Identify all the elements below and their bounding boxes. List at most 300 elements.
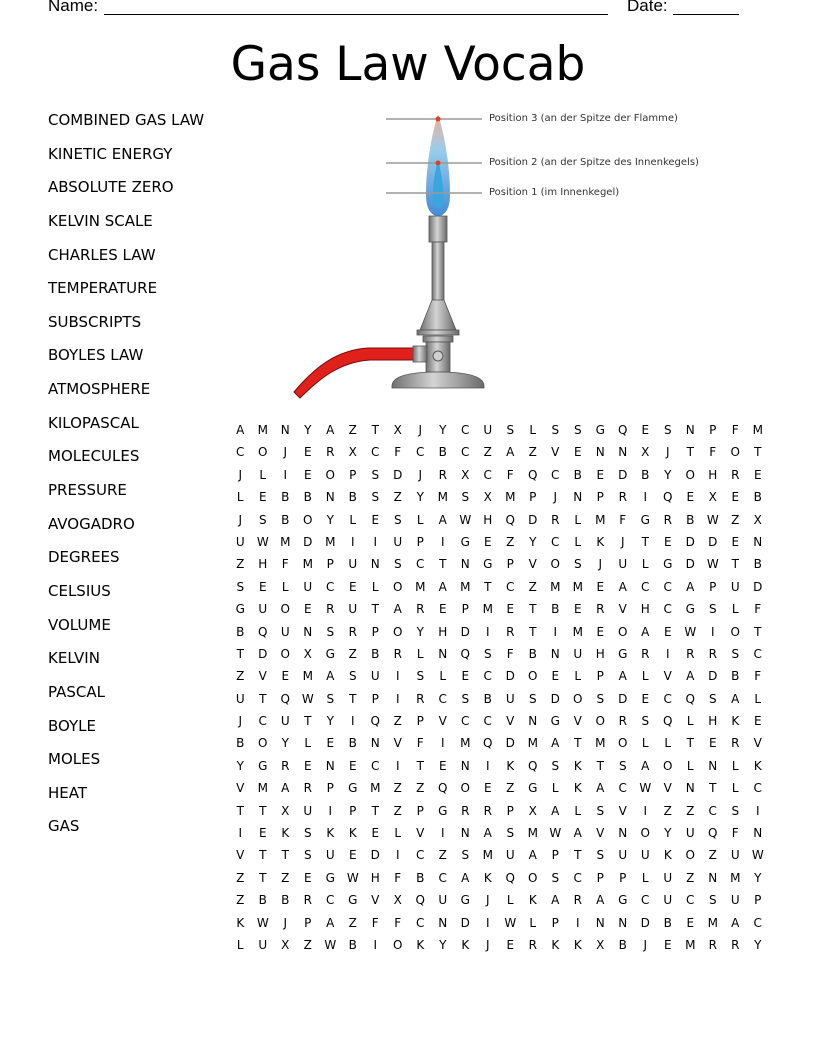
grid-letter[interactable]: G bbox=[595, 423, 605, 437]
grid-letter[interactable]: L bbox=[664, 736, 672, 751]
grid-letter[interactable]: C bbox=[663, 579, 672, 594]
grid-letter[interactable]: I bbox=[395, 848, 400, 863]
grid-letter[interactable]: P bbox=[461, 602, 469, 617]
grid-letter[interactable]: K bbox=[281, 826, 290, 841]
grid-letter[interactable]: P bbox=[596, 490, 604, 505]
grid-letter[interactable]: R bbox=[461, 803, 470, 818]
grid-letter[interactable]: C bbox=[641, 579, 650, 594]
grid-letter[interactable]: J bbox=[485, 937, 490, 952]
grid-letter[interactable]: U bbox=[235, 691, 245, 706]
grid-letter[interactable]: R bbox=[731, 937, 740, 952]
grid-letter[interactable]: H bbox=[708, 714, 718, 729]
grid-letter[interactable]: A bbox=[596, 781, 605, 796]
grid-letter[interactable]: K bbox=[326, 826, 335, 841]
grid-letter[interactable]: R bbox=[618, 714, 627, 729]
grid-letter[interactable]: S bbox=[236, 579, 245, 594]
grid-letter[interactable]: U bbox=[730, 579, 740, 594]
grid-letter[interactable]: F bbox=[371, 915, 379, 930]
grid-letter[interactable]: V bbox=[371, 893, 380, 908]
grid-letter[interactable]: T bbox=[259, 803, 267, 818]
grid-letter[interactable]: K bbox=[483, 870, 492, 885]
grid-letter[interactable]: E bbox=[663, 937, 672, 952]
grid-letter[interactable]: A bbox=[528, 848, 537, 863]
grid-letter[interactable]: E bbox=[303, 870, 312, 885]
grid-letter[interactable]: X bbox=[483, 490, 492, 505]
grid-letter[interactable]: S bbox=[326, 691, 335, 706]
grid-letter[interactable]: Q bbox=[528, 467, 538, 482]
grid-letter[interactable]: O bbox=[618, 624, 628, 639]
grid-letter[interactable]: M bbox=[595, 512, 606, 527]
grid-letter[interactable]: M bbox=[482, 602, 493, 617]
grid-letter[interactable]: I bbox=[643, 490, 648, 505]
grid-letter[interactable]: N bbox=[618, 915, 628, 930]
grid-letter[interactable]: E bbox=[371, 826, 380, 841]
grid-letter[interactable]: J bbox=[238, 512, 243, 527]
grid-letter[interactable]: B bbox=[303, 490, 312, 505]
grid-letter[interactable]: Y bbox=[236, 758, 244, 773]
grid-letter[interactable]: R bbox=[731, 467, 740, 482]
grid-letter[interactable]: E bbox=[596, 579, 605, 594]
grid-letter[interactable]: N bbox=[708, 758, 718, 773]
grid-letter[interactable]: J bbox=[485, 893, 490, 908]
grid-letter[interactable]: R bbox=[348, 624, 357, 639]
grid-letter[interactable]: K bbox=[528, 893, 537, 908]
grid-letter[interactable]: A bbox=[326, 915, 335, 930]
grid-letter[interactable]: B bbox=[731, 669, 740, 684]
grid-letter[interactable]: C bbox=[551, 467, 560, 482]
grid-letter[interactable]: O bbox=[280, 602, 290, 617]
grid-letter[interactable]: T bbox=[574, 736, 582, 751]
grid-letter[interactable]: D bbox=[685, 534, 695, 549]
grid-letter[interactable]: O bbox=[730, 624, 740, 639]
grid-letter[interactable]: L bbox=[236, 490, 244, 505]
grid-letter[interactable]: P bbox=[416, 803, 424, 818]
grid-letter[interactable]: Q bbox=[438, 781, 448, 796]
grid-letter[interactable]: Z bbox=[506, 534, 515, 549]
grid-letter[interactable]: V bbox=[528, 557, 537, 572]
grid-letter[interactable]: V bbox=[506, 714, 515, 729]
grid-letter[interactable]: S bbox=[303, 848, 312, 863]
grid-letter[interactable]: A bbox=[393, 602, 402, 617]
grid-letter[interactable]: I bbox=[440, 826, 445, 841]
grid-letter[interactable]: Z bbox=[393, 714, 402, 729]
grid-letter[interactable]: C bbox=[371, 758, 380, 773]
grid-letter[interactable]: R bbox=[303, 893, 312, 908]
grid-letter[interactable]: O bbox=[528, 669, 538, 684]
grid-letter[interactable]: M bbox=[482, 848, 493, 863]
grid-letter[interactable]: S bbox=[506, 826, 515, 841]
grid-letter[interactable]: B bbox=[551, 602, 560, 617]
grid-letter[interactable]: U bbox=[235, 534, 245, 549]
grid-letter[interactable]: S bbox=[483, 646, 492, 661]
grid-letter[interactable]: N bbox=[325, 490, 335, 505]
grid-letter[interactable]: T bbox=[416, 758, 424, 773]
grid-letter[interactable]: T bbox=[484, 579, 492, 594]
grid-letter[interactable]: L bbox=[731, 781, 739, 796]
grid-letter[interactable]: A bbox=[551, 893, 560, 908]
grid-letter[interactable]: V bbox=[393, 736, 402, 751]
grid-letter[interactable]: P bbox=[709, 423, 717, 437]
grid-letter[interactable]: S bbox=[663, 423, 672, 437]
grid-letter[interactable]: P bbox=[506, 557, 514, 572]
grid-letter[interactable]: N bbox=[618, 826, 628, 841]
grid-letter[interactable]: L bbox=[304, 736, 312, 751]
grid-letter[interactable]: E bbox=[348, 758, 357, 773]
grid-letter[interactable]: C bbox=[573, 870, 582, 885]
grid-letter[interactable]: K bbox=[596, 534, 605, 549]
grid-letter[interactable]: B bbox=[753, 557, 762, 572]
grid-letter[interactable]: E bbox=[303, 602, 312, 617]
grid-letter[interactable]: E bbox=[663, 534, 672, 549]
grid-letter[interactable]: U bbox=[280, 714, 290, 729]
grid-letter[interactable]: U bbox=[685, 826, 695, 841]
grid-letter[interactable]: L bbox=[281, 579, 289, 594]
grid-letter[interactable]: E bbox=[573, 445, 582, 460]
grid-letter[interactable]: Z bbox=[686, 870, 695, 885]
grid-letter[interactable]: X bbox=[528, 803, 537, 818]
grid-letter[interactable]: Q bbox=[663, 714, 673, 729]
grid-letter[interactable]: Q bbox=[280, 691, 290, 706]
grid-letter[interactable]: T bbox=[371, 803, 379, 818]
grid-letter[interactable]: H bbox=[640, 602, 650, 617]
grid-letter[interactable]: B bbox=[641, 467, 650, 482]
grid-letter[interactable]: X bbox=[461, 467, 470, 482]
grid-letter[interactable]: Z bbox=[663, 803, 672, 818]
grid-letter[interactable]: O bbox=[258, 445, 268, 460]
grid-letter[interactable]: Y bbox=[416, 490, 424, 505]
grid-letter[interactable]: M bbox=[302, 669, 313, 684]
grid-letter[interactable]: A bbox=[618, 669, 627, 684]
grid-letter[interactable]: F bbox=[619, 512, 627, 527]
grid-letter[interactable]: Q bbox=[460, 646, 470, 661]
grid-letter[interactable]: K bbox=[753, 758, 762, 773]
grid-letter[interactable]: C bbox=[708, 803, 717, 818]
grid-letter[interactable]: W bbox=[549, 826, 562, 841]
grid-letter[interactable]: L bbox=[686, 714, 694, 729]
grid-letter[interactable]: S bbox=[506, 423, 515, 437]
date-blank-line[interactable] bbox=[673, 14, 739, 15]
grid-letter[interactable]: E bbox=[348, 579, 357, 594]
grid-letter[interactable]: M bbox=[730, 870, 741, 885]
grid-letter[interactable]: R bbox=[686, 646, 695, 661]
grid-letter[interactable]: U bbox=[640, 848, 650, 863]
grid-letter[interactable]: M bbox=[437, 490, 448, 505]
grid-letter[interactable]: D bbox=[550, 691, 560, 706]
grid-letter[interactable]: I bbox=[643, 803, 648, 818]
grid-letter[interactable]: D bbox=[370, 848, 380, 863]
grid-letter[interactable]: P bbox=[754, 893, 762, 908]
grid-letter[interactable]: P bbox=[529, 490, 537, 505]
grid-letter[interactable]: A bbox=[461, 870, 470, 885]
grid-letter[interactable]: J bbox=[665, 445, 670, 460]
grid-letter[interactable]: C bbox=[326, 893, 335, 908]
grid-letter[interactable]: R bbox=[551, 512, 560, 527]
grid-letter[interactable]: L bbox=[506, 893, 514, 908]
grid-letter[interactable]: Y bbox=[754, 870, 762, 885]
grid-letter[interactable]: V bbox=[596, 826, 605, 841]
grid-letter[interactable]: C bbox=[438, 691, 447, 706]
grid-letter[interactable]: A bbox=[686, 669, 695, 684]
grid-letter[interactable]: U bbox=[393, 534, 403, 549]
grid-letter[interactable]: G bbox=[618, 893, 628, 908]
grid-letter[interactable]: E bbox=[731, 490, 740, 505]
grid-letter[interactable]: U bbox=[280, 624, 290, 639]
grid-letter[interactable]: H bbox=[370, 870, 380, 885]
grid-letter[interactable]: L bbox=[574, 669, 582, 684]
grid-letter[interactable]: T bbox=[574, 848, 582, 863]
grid-letter[interactable]: C bbox=[753, 915, 762, 930]
grid-letter[interactable]: I bbox=[485, 624, 490, 639]
grid-letter[interactable]: W bbox=[706, 512, 719, 527]
grid-letter[interactable]: R bbox=[326, 445, 335, 460]
grid-letter[interactable]: T bbox=[259, 848, 267, 863]
grid-letter[interactable]: W bbox=[706, 557, 719, 572]
grid-letter[interactable]: M bbox=[302, 557, 313, 572]
grid-letter[interactable]: R bbox=[596, 602, 605, 617]
grid-letter[interactable]: S bbox=[461, 848, 470, 863]
grid-letter[interactable]: T bbox=[754, 624, 762, 639]
grid-letter[interactable]: U bbox=[730, 893, 740, 908]
grid-letter[interactable]: E bbox=[551, 669, 560, 684]
grid-letter[interactable]: D bbox=[618, 467, 628, 482]
grid-letter[interactable]: O bbox=[573, 691, 583, 706]
grid-letter[interactable]: D bbox=[708, 669, 718, 684]
grid-letter[interactable]: K bbox=[573, 758, 582, 773]
grid-letter[interactable]: Y bbox=[304, 423, 312, 437]
grid-letter[interactable]: Z bbox=[348, 423, 357, 437]
grid-letter[interactable]: H bbox=[438, 624, 448, 639]
grid-letter[interactable]: T bbox=[371, 423, 379, 437]
grid-letter[interactable]: Z bbox=[483, 445, 492, 460]
grid-letter[interactable]: X bbox=[393, 893, 402, 908]
grid-letter[interactable]: Z bbox=[708, 848, 717, 863]
grid-letter[interactable]: W bbox=[684, 624, 697, 639]
grid-letter[interactable]: B bbox=[371, 646, 380, 661]
grid-letter[interactable]: Z bbox=[731, 512, 740, 527]
grid-letter[interactable]: R bbox=[303, 781, 312, 796]
grid-letter[interactable]: O bbox=[730, 445, 740, 460]
grid-letter[interactable]: Z bbox=[528, 445, 537, 460]
grid-letter[interactable]: V bbox=[573, 714, 582, 729]
grid-letter[interactable]: S bbox=[596, 691, 605, 706]
grid-letter[interactable]: B bbox=[753, 490, 762, 505]
grid-letter[interactable]: M bbox=[280, 534, 291, 549]
grid-letter[interactable]: K bbox=[731, 714, 740, 729]
grid-letter[interactable]: O bbox=[550, 557, 560, 572]
grid-letter[interactable]: F bbox=[416, 736, 424, 751]
grid-letter[interactable]: T bbox=[529, 602, 537, 617]
grid-letter[interactable]: O bbox=[303, 512, 313, 527]
name-blank-line[interactable] bbox=[104, 14, 608, 15]
grid-letter[interactable]: O bbox=[280, 646, 290, 661]
grid-letter[interactable]: A bbox=[731, 691, 740, 706]
grid-letter[interactable]: M bbox=[752, 423, 763, 437]
grid-letter[interactable]: J bbox=[418, 423, 423, 437]
grid-letter[interactable]: I bbox=[575, 915, 580, 930]
grid-letter[interactable]: C bbox=[416, 557, 425, 572]
grid-letter[interactable]: R bbox=[416, 691, 425, 706]
grid-letter[interactable]: E bbox=[258, 579, 267, 594]
grid-letter[interactable]: K bbox=[663, 848, 672, 863]
grid-letter[interactable]: S bbox=[528, 691, 537, 706]
grid-letter[interactable]: T bbox=[236, 646, 244, 661]
grid-letter[interactable]: M bbox=[595, 736, 606, 751]
grid-letter[interactable]: N bbox=[685, 423, 695, 437]
grid-letter[interactable]: S bbox=[573, 423, 582, 437]
grid-letter[interactable]: S bbox=[596, 803, 605, 818]
grid-letter[interactable]: A bbox=[326, 423, 335, 437]
grid-letter[interactable]: M bbox=[415, 579, 426, 594]
grid-letter[interactable]: S bbox=[708, 691, 717, 706]
grid-letter[interactable]: V bbox=[663, 781, 672, 796]
grid-letter[interactable]: O bbox=[685, 848, 695, 863]
grid-letter[interactable]: G bbox=[663, 557, 673, 572]
grid-letter[interactable]: Q bbox=[618, 423, 628, 437]
grid-letter[interactable]: C bbox=[753, 646, 762, 661]
grid-letter[interactable]: R bbox=[506, 624, 515, 639]
grid-letter[interactable]: X bbox=[753, 512, 762, 527]
grid-letter[interactable]: X bbox=[348, 445, 357, 460]
grid-letter[interactable]: C bbox=[686, 893, 695, 908]
grid-letter[interactable]: M bbox=[325, 534, 336, 549]
grid-letter[interactable]: E bbox=[663, 624, 672, 639]
grid-letter[interactable]: T bbox=[371, 602, 379, 617]
grid-letter[interactable]: S bbox=[348, 669, 357, 684]
grid-letter[interactable]: Y bbox=[416, 624, 424, 639]
grid-letter[interactable]: S bbox=[731, 803, 740, 818]
grid-letter[interactable]: X bbox=[708, 490, 717, 505]
grid-letter[interactable]: E bbox=[258, 826, 267, 841]
grid-letter[interactable]: N bbox=[370, 736, 380, 751]
grid-letter[interactable]: Z bbox=[506, 781, 515, 796]
grid-letter[interactable]: S bbox=[596, 848, 605, 863]
grid-letter[interactable]: E bbox=[753, 714, 762, 729]
grid-letter[interactable]: P bbox=[349, 803, 357, 818]
grid-letter[interactable]: O bbox=[460, 781, 470, 796]
grid-letter[interactable]: I bbox=[440, 736, 445, 751]
grid-letter[interactable]: N bbox=[460, 557, 470, 572]
grid-letter[interactable]: P bbox=[506, 803, 514, 818]
grid-letter[interactable]: W bbox=[301, 691, 314, 706]
grid-letter[interactable]: Z bbox=[348, 915, 357, 930]
grid-letter[interactable]: B bbox=[686, 512, 695, 527]
grid-letter[interactable]: K bbox=[573, 781, 582, 796]
grid-letter[interactable]: L bbox=[731, 602, 739, 617]
grid-letter[interactable]: N bbox=[685, 781, 695, 796]
grid-letter[interactable]: L bbox=[416, 512, 424, 527]
grid-letter[interactable]: P bbox=[304, 915, 312, 930]
grid-letter[interactable]: X bbox=[281, 803, 290, 818]
grid-letter[interactable]: D bbox=[258, 646, 268, 661]
grid-letter[interactable]: U bbox=[348, 602, 358, 617]
grid-letter[interactable]: E bbox=[641, 423, 650, 437]
grid-letter[interactable]: I bbox=[373, 534, 378, 549]
grid-letter[interactable]: H bbox=[708, 467, 718, 482]
grid-letter[interactable]: F bbox=[709, 445, 717, 460]
grid-letter[interactable]: A bbox=[438, 579, 447, 594]
grid-letter[interactable]: E bbox=[686, 915, 695, 930]
grid-letter[interactable]: R bbox=[708, 937, 717, 952]
grid-letter[interactable]: U bbox=[505, 848, 515, 863]
grid-letter[interactable]: H bbox=[258, 557, 268, 572]
grid-letter[interactable]: C bbox=[416, 915, 425, 930]
grid-letter[interactable]: P bbox=[349, 467, 357, 482]
grid-letter[interactable]: S bbox=[371, 490, 380, 505]
grid-letter[interactable]: Y bbox=[439, 423, 447, 437]
grid-letter[interactable]: E bbox=[708, 736, 717, 751]
grid-letter[interactable]: E bbox=[438, 602, 447, 617]
grid-letter[interactable]: G bbox=[685, 602, 695, 617]
grid-letter[interactable]: G bbox=[325, 646, 335, 661]
grid-letter[interactable]: V bbox=[753, 736, 762, 751]
grid-letter[interactable]: N bbox=[438, 915, 448, 930]
grid-letter[interactable]: J bbox=[553, 490, 558, 505]
grid-letter[interactable]: E bbox=[506, 602, 515, 617]
grid-letter[interactable]: C bbox=[438, 870, 447, 885]
grid-letter[interactable]: R bbox=[731, 736, 740, 751]
grid-letter[interactable]: O bbox=[640, 826, 650, 841]
grid-letter[interactable]: S bbox=[731, 646, 740, 661]
grid-letter[interactable]: A bbox=[573, 826, 582, 841]
grid-letter[interactable]: S bbox=[551, 423, 560, 437]
grid-letter[interactable]: E bbox=[506, 937, 515, 952]
grid-letter[interactable]: P bbox=[326, 557, 334, 572]
grid-letter[interactable]: F bbox=[394, 445, 402, 460]
grid-letter[interactable]: F bbox=[394, 870, 402, 885]
grid-letter[interactable]: Z bbox=[438, 848, 447, 863]
grid-letter[interactable]: U bbox=[325, 848, 335, 863]
grid-letter[interactable]: P bbox=[371, 624, 379, 639]
grid-letter[interactable]: B bbox=[528, 646, 537, 661]
grid-letter[interactable]: A bbox=[483, 826, 492, 841]
grid-letter[interactable]: J bbox=[418, 467, 423, 482]
grid-letter[interactable]: C bbox=[483, 669, 492, 684]
grid-letter[interactable]: N bbox=[573, 490, 583, 505]
grid-letter[interactable]: C bbox=[461, 423, 470, 437]
grid-letter[interactable]: D bbox=[753, 579, 763, 594]
grid-letter[interactable]: H bbox=[595, 646, 605, 661]
grid-letter[interactable]: A bbox=[618, 579, 627, 594]
grid-letter[interactable]: F bbox=[394, 915, 402, 930]
grid-letter[interactable]: C bbox=[326, 579, 335, 594]
grid-letter[interactable]: V bbox=[236, 848, 245, 863]
grid-letter[interactable]: N bbox=[460, 826, 470, 841]
grid-letter[interactable]: Z bbox=[393, 803, 402, 818]
grid-letter[interactable]: X bbox=[641, 445, 650, 460]
grid-letter[interactable]: B bbox=[281, 490, 290, 505]
grid-letter[interactable]: R bbox=[641, 646, 650, 661]
grid-letter[interactable]: T bbox=[709, 781, 717, 796]
grid-letter[interactable]: J bbox=[238, 467, 243, 482]
grid-letter[interactable]: S bbox=[326, 624, 335, 639]
grid-letter[interactable]: W bbox=[504, 915, 517, 930]
grid-letter[interactable]: V bbox=[618, 602, 627, 617]
grid-letter[interactable]: Q bbox=[415, 893, 425, 908]
grid-letter[interactable]: G bbox=[528, 781, 538, 796]
grid-letter[interactable]: N bbox=[528, 714, 538, 729]
grid-letter[interactable]: D bbox=[460, 624, 470, 639]
grid-letter[interactable]: L bbox=[641, 736, 649, 751]
grid-letter[interactable]: O bbox=[393, 624, 403, 639]
grid-letter[interactable]: E bbox=[686, 490, 695, 505]
grid-letter[interactable]: T bbox=[529, 624, 537, 639]
grid-letter[interactable]: E bbox=[753, 467, 762, 482]
grid-letter[interactable]: W bbox=[256, 534, 269, 549]
grid-letter[interactable]: K bbox=[348, 826, 357, 841]
grid-letter[interactable]: Z bbox=[236, 669, 245, 684]
grid-letter[interactable]: Q bbox=[483, 736, 493, 751]
grid-letter[interactable]: T bbox=[259, 691, 267, 706]
